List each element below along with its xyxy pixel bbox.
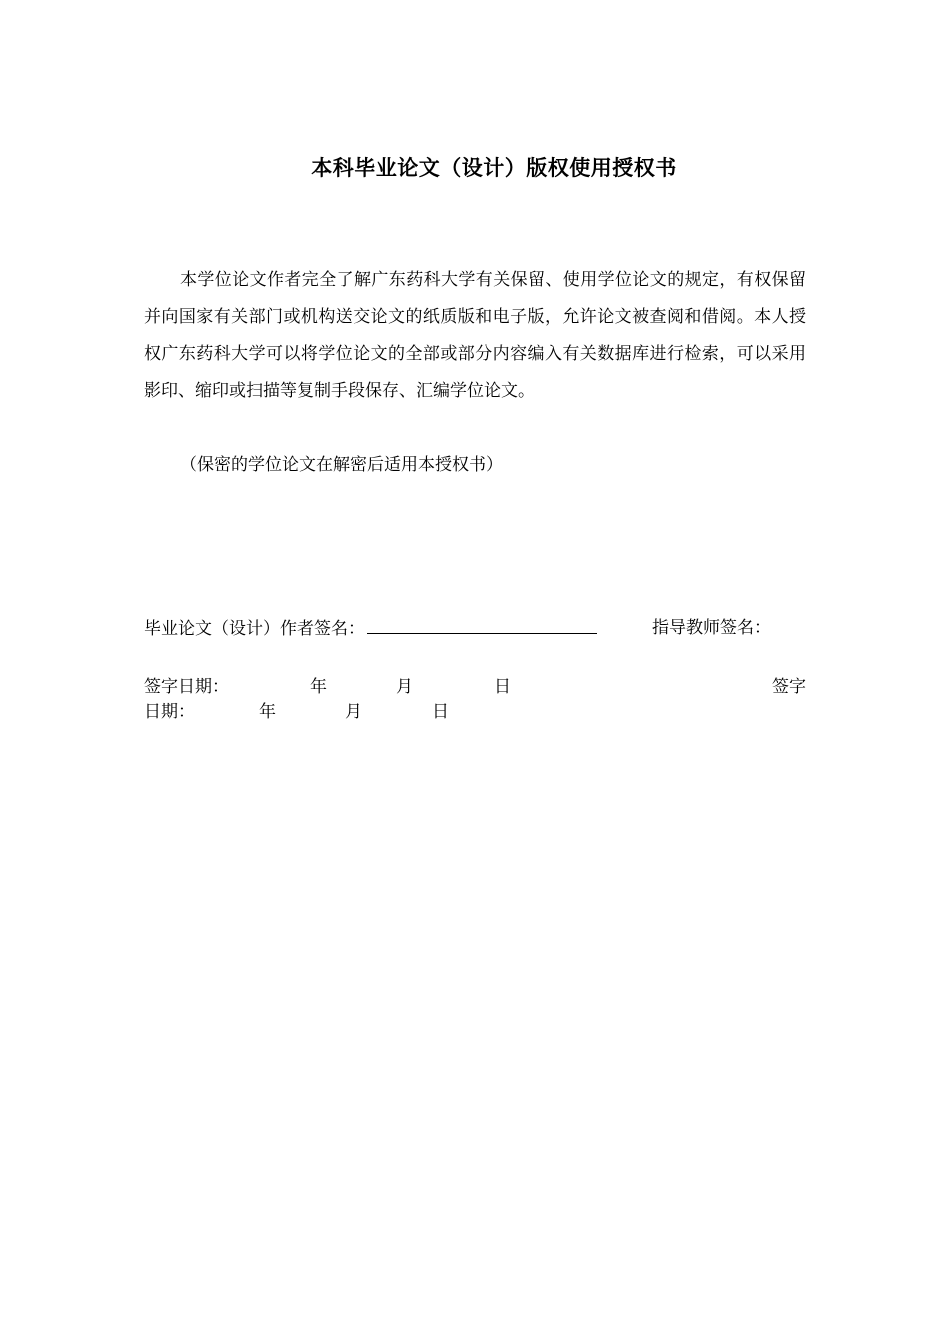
author-year-label: 年 bbox=[310, 677, 327, 697]
teacher-date-row bbox=[144, 700, 806, 724]
teacher-year-label: 年 bbox=[259, 702, 276, 722]
author-month-label: 月 bbox=[396, 677, 413, 697]
author-date-row bbox=[144, 675, 806, 699]
teacher-month-label: 月 bbox=[345, 702, 362, 722]
page-title: 本科毕业论文（设计）版权使用授权书 bbox=[311, 156, 677, 180]
author-date-label: 签字日期： bbox=[144, 677, 229, 697]
author-signature-line bbox=[367, 616, 597, 634]
author-day-label: 日 bbox=[494, 677, 511, 697]
signature-row bbox=[144, 616, 806, 641]
teacher-signature-label: 指导教师签名： bbox=[652, 618, 771, 638]
teacher-date-label-part2: 日期： bbox=[144, 702, 195, 722]
confidential-note: （保密的学位论文在解密后适用本授权书） bbox=[180, 455, 503, 475]
teacher-day-label: 日 bbox=[432, 702, 449, 722]
authorization-paragraph: 本学位论文作者完全了解广东药科大学有关保留、使用学位论文的规定，有权保留并向国家有关部门或机构送交论文的纸质版和电子版，允许论文被查阅和借阅。本人授权广东药科大学可以将学位论文的全部或部分内容编入有关数据库进行检索，可以采用影印、缩印或扫描等复制手段保存、汇编学位论文。 bbox=[144, 270, 806, 401]
teacher-date-label-part1: 签字 bbox=[772, 677, 806, 697]
author-signature-label: 毕业论文（设计）作者签名： bbox=[144, 619, 365, 639]
